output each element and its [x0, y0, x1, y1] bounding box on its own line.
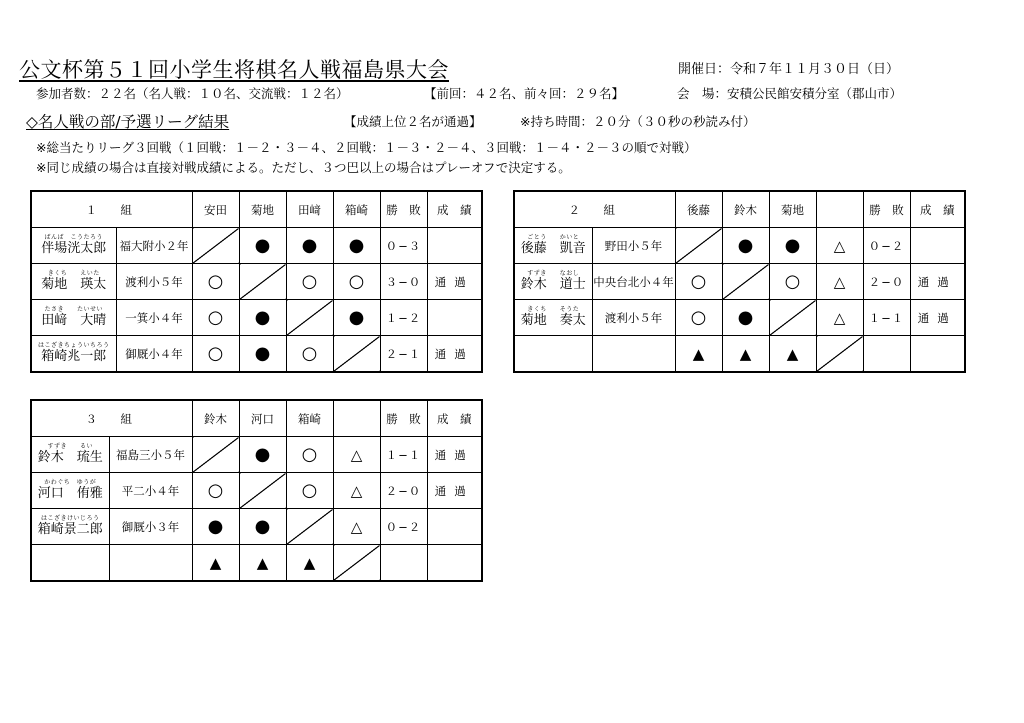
- table-row: [31, 437, 482, 473]
- result-status: 通過: [427, 473, 482, 509]
- bye-mark: △: [350, 481, 363, 500]
- table-row: [31, 336, 482, 373]
- result-status: 通過: [427, 336, 482, 373]
- match-cell: [333, 509, 380, 545]
- win-mark: ○: [348, 270, 365, 292]
- loss-mark: ●: [737, 306, 754, 328]
- win-mark: ○: [690, 270, 707, 292]
- player-school: [592, 336, 675, 373]
- match-cell: [286, 473, 333, 509]
- bye-win-mark: ▲: [786, 344, 799, 363]
- table-row: [514, 228, 965, 264]
- table-row: [31, 264, 482, 300]
- player-name-cell: [31, 336, 116, 373]
- win-loss-header: 勝 敗: [380, 400, 427, 437]
- player-school: 中央台北小４年: [592, 264, 675, 300]
- match-cell: [333, 264, 380, 300]
- opponent-column-header: 菊地: [239, 191, 286, 228]
- win-loss-score: [380, 545, 427, 582]
- bye-mark: △: [833, 236, 846, 255]
- self-match-diagonal: [286, 300, 333, 336]
- player-name-cell: [514, 336, 592, 373]
- player-name: 鈴木 琉生: [37, 450, 103, 465]
- match-cell: [333, 300, 380, 336]
- player-name: 箱崎兆一郎: [41, 349, 107, 364]
- player-furigana: ばんば こうたろう: [44, 234, 103, 241]
- player-school: [109, 545, 192, 582]
- match-cell: [239, 509, 286, 545]
- bye-win-mark: ▲: [256, 553, 269, 572]
- self-match-diagonal: [239, 473, 286, 509]
- match-cell: [239, 300, 286, 336]
- result-status: [910, 336, 965, 373]
- player-name-cell: [31, 228, 116, 264]
- group-name: ３ 組: [31, 400, 192, 437]
- player-furigana: きくち えいた: [47, 270, 100, 277]
- player-school: 福大附小２年: [116, 228, 192, 264]
- league-format-note: ※総当たりリーグ３回戦（１回戦：１－２・３－４、２回戦：１－３・２－４、３回戦：１－４・２－３の順で対戦）: [36, 140, 697, 155]
- table-row: [31, 228, 482, 264]
- opponent-column-header: [333, 400, 380, 437]
- result-status: 通過: [427, 264, 482, 300]
- opponent-column-header: 後藤: [675, 191, 722, 228]
- win-mark: ○: [784, 270, 801, 292]
- player-name-cell: [31, 437, 109, 473]
- match-cell: [192, 509, 239, 545]
- player-furigana: きくち そうた: [527, 306, 580, 313]
- player-furigana: かわぐち ゆうが: [44, 479, 97, 486]
- win-mark: ○: [207, 270, 224, 292]
- match-cell: [239, 336, 286, 373]
- match-cell: [286, 336, 333, 373]
- player-furigana: すずき なおし: [527, 270, 580, 277]
- loss-mark: ●: [301, 234, 318, 256]
- self-match-diagonal: [286, 509, 333, 545]
- bye-mark: △: [833, 272, 846, 291]
- match-cell: [722, 228, 769, 264]
- self-match-diagonal: [769, 300, 816, 336]
- table-header-row: [31, 191, 482, 228]
- loss-mark: ●: [784, 234, 801, 256]
- match-cell: [192, 473, 239, 509]
- player-furigana: すずき るい: [47, 443, 94, 450]
- result-status: 通過: [427, 437, 482, 473]
- bye-win-mark: ▲: [303, 553, 316, 572]
- player-name-cell: [31, 509, 109, 545]
- self-match-diagonal: [333, 336, 380, 373]
- win-loss-score: ２−１: [380, 336, 427, 373]
- match-cell: [769, 228, 816, 264]
- page-title: 公文杯第５１回小学生将棋名人戦福島県大会: [19, 58, 449, 82]
- player-furigana: [515, 351, 592, 357]
- win-loss-score: １−２: [380, 300, 427, 336]
- section-heading: ◇名人戦の部/予選リーグ結果: [26, 113, 230, 131]
- match-cell: [192, 264, 239, 300]
- match-cell: [816, 228, 863, 264]
- table-row: [514, 264, 965, 300]
- player-name: 鈴木 道士: [520, 277, 586, 292]
- match-cell: [769, 264, 816, 300]
- player-name-cell: [514, 264, 592, 300]
- win-loss-score: １−１: [380, 437, 427, 473]
- win-mark: ○: [301, 443, 318, 465]
- group-name: ２ 組: [514, 191, 675, 228]
- win-mark: ○: [301, 479, 318, 501]
- table-row: [31, 473, 482, 509]
- match-cell: [675, 336, 722, 373]
- win-loss-header: 勝 敗: [380, 191, 427, 228]
- opponent-column-header: 鈴木: [722, 191, 769, 228]
- match-cell: [675, 264, 722, 300]
- loss-mark: ●: [737, 234, 754, 256]
- table-row: [514, 336, 965, 373]
- match-cell: [192, 300, 239, 336]
- match-cell: [192, 545, 239, 582]
- bye-win-mark: ▲: [739, 344, 752, 363]
- player-school: 福島三小５年: [109, 437, 192, 473]
- player-name-cell: [31, 473, 109, 509]
- opponent-column-header: 箱崎: [333, 191, 380, 228]
- win-loss-header: 勝 敗: [863, 191, 910, 228]
- loss-mark: ●: [348, 234, 365, 256]
- loss-mark: ●: [254, 515, 271, 537]
- self-match-diagonal: [816, 336, 863, 373]
- self-match-diagonal: [675, 228, 722, 264]
- bye-mark: △: [350, 445, 363, 464]
- player-name: 河口 侑雅: [37, 486, 103, 501]
- match-cell: [722, 300, 769, 336]
- match-cell: [239, 228, 286, 264]
- self-match-diagonal: [722, 264, 769, 300]
- win-mark: ○: [207, 306, 224, 328]
- previous-counts: 【前回：４２名、前々回：２９名】: [424, 86, 625, 101]
- player-name-cell: [31, 264, 116, 300]
- match-cell: [769, 336, 816, 373]
- group-3-table: [30, 399, 483, 582]
- player-name: 菊地 瑛太: [41, 277, 107, 292]
- venue: 会 場：安積公民館安積分室（郡山市）: [677, 86, 903, 101]
- result-header: 成 績: [427, 400, 482, 437]
- result-status: 通過: [910, 264, 965, 300]
- win-loss-score: ２−０: [863, 264, 910, 300]
- result-status: [427, 300, 482, 336]
- player-school: 一箕小４年: [116, 300, 192, 336]
- result-status: 通過: [910, 300, 965, 336]
- win-mark: ○: [301, 270, 318, 292]
- win-loss-score: [863, 336, 910, 373]
- result-header: 成 績: [427, 191, 482, 228]
- match-cell: [286, 437, 333, 473]
- match-cell: [286, 264, 333, 300]
- player-name-cell: [514, 228, 592, 264]
- self-match-diagonal: [333, 545, 380, 582]
- match-cell: [816, 264, 863, 300]
- opponent-column-header: 箱崎: [286, 400, 333, 437]
- player-name: 後藤 凱音: [520, 241, 586, 256]
- group-2-table: [513, 190, 966, 373]
- player-name-cell: [514, 300, 592, 336]
- player-school: 渡利小５年: [116, 264, 192, 300]
- match-cell: [239, 545, 286, 582]
- table-header-row: [31, 400, 482, 437]
- opponent-column-header: 田﨑: [286, 191, 333, 228]
- participant-count: 参加者数：２２名（名人戦：１０名、交流戦：１２名）: [36, 86, 349, 101]
- win-loss-score: ０−２: [863, 228, 910, 264]
- match-cell: [286, 545, 333, 582]
- result-header: 成 績: [910, 191, 965, 228]
- result-status: [427, 228, 482, 264]
- self-match-diagonal: [239, 264, 286, 300]
- player-name: 田﨑 大晴: [41, 313, 107, 328]
- player-school: 御厩小４年: [116, 336, 192, 373]
- player-school: 野田小５年: [592, 228, 675, 264]
- event-date: 開催日：令和７年１１月３０日（日）: [678, 62, 900, 77]
- win-mark: ○: [301, 342, 318, 364]
- self-match-diagonal: [192, 437, 239, 473]
- player-furigana: はこざきちょういちろう: [37, 342, 110, 349]
- player-name-cell: [31, 545, 109, 582]
- time-control-note: ※持ち時間：２０分（３０秒の秒読み付）: [520, 114, 756, 129]
- bye-mark: △: [833, 308, 846, 327]
- player-furigana: [32, 560, 109, 566]
- opponent-column-header: 安田: [192, 191, 239, 228]
- self-match-diagonal: [192, 228, 239, 264]
- player-school: 平二小４年: [109, 473, 192, 509]
- table-row: [31, 545, 482, 582]
- group-1-table: [30, 190, 483, 373]
- match-cell: [333, 473, 380, 509]
- win-mark: ○: [207, 479, 224, 501]
- player-furigana: たさき たいせい: [44, 306, 103, 313]
- group-name: １ 組: [31, 191, 192, 228]
- win-mark: ○: [207, 342, 224, 364]
- player-name-cell: [31, 300, 116, 336]
- result-status: [427, 509, 482, 545]
- bye-mark: △: [350, 517, 363, 536]
- match-cell: [286, 228, 333, 264]
- win-loss-score: ２−０: [380, 473, 427, 509]
- player-name: 伴場洸太郎: [41, 241, 107, 256]
- player-furigana: はこざきけいじろう: [40, 515, 100, 522]
- result-status: [427, 545, 482, 582]
- win-loss-score: ０−２: [380, 509, 427, 545]
- table-row: [31, 300, 482, 336]
- player-name: 箱崎景二郎: [37, 522, 103, 537]
- loss-mark: ●: [348, 306, 365, 328]
- match-cell: [333, 228, 380, 264]
- player-name: 菊地 奏太: [520, 313, 586, 328]
- loss-mark: ●: [254, 342, 271, 364]
- player-school: 渡利小５年: [592, 300, 675, 336]
- player-school: 御厩小３年: [109, 509, 192, 545]
- win-loss-score: ０−３: [380, 228, 427, 264]
- table-row: [514, 300, 965, 336]
- table-header-row: [514, 191, 965, 228]
- loss-mark: ●: [254, 306, 271, 328]
- win-loss-score: １−１: [863, 300, 910, 336]
- match-cell: [816, 300, 863, 336]
- tiebreak-note: ※同じ成績の場合は直接対戦成績による。ただし、３つ巴以上の場合はプレーオフで決定する。: [36, 160, 571, 175]
- bye-win-mark: ▲: [692, 344, 705, 363]
- table-row: [31, 509, 482, 545]
- result-status: [910, 228, 965, 264]
- loss-mark: ●: [254, 234, 271, 256]
- qualify-note: 【成績上位２名が通過】: [344, 114, 482, 129]
- match-cell: [239, 437, 286, 473]
- opponent-column-header: [816, 191, 863, 228]
- opponent-column-header: 河口: [239, 400, 286, 437]
- match-cell: [333, 437, 380, 473]
- match-cell: [675, 300, 722, 336]
- loss-mark: ●: [207, 515, 224, 537]
- player-furigana: ごとう かいと: [527, 234, 580, 241]
- win-mark: ○: [690, 306, 707, 328]
- bye-win-mark: ▲: [209, 553, 222, 572]
- loss-mark: ●: [254, 443, 271, 465]
- opponent-column-header: 鈴木: [192, 400, 239, 437]
- match-cell: [192, 336, 239, 373]
- opponent-column-header: 菊地: [769, 191, 816, 228]
- win-loss-score: ３−０: [380, 264, 427, 300]
- match-cell: [722, 336, 769, 373]
